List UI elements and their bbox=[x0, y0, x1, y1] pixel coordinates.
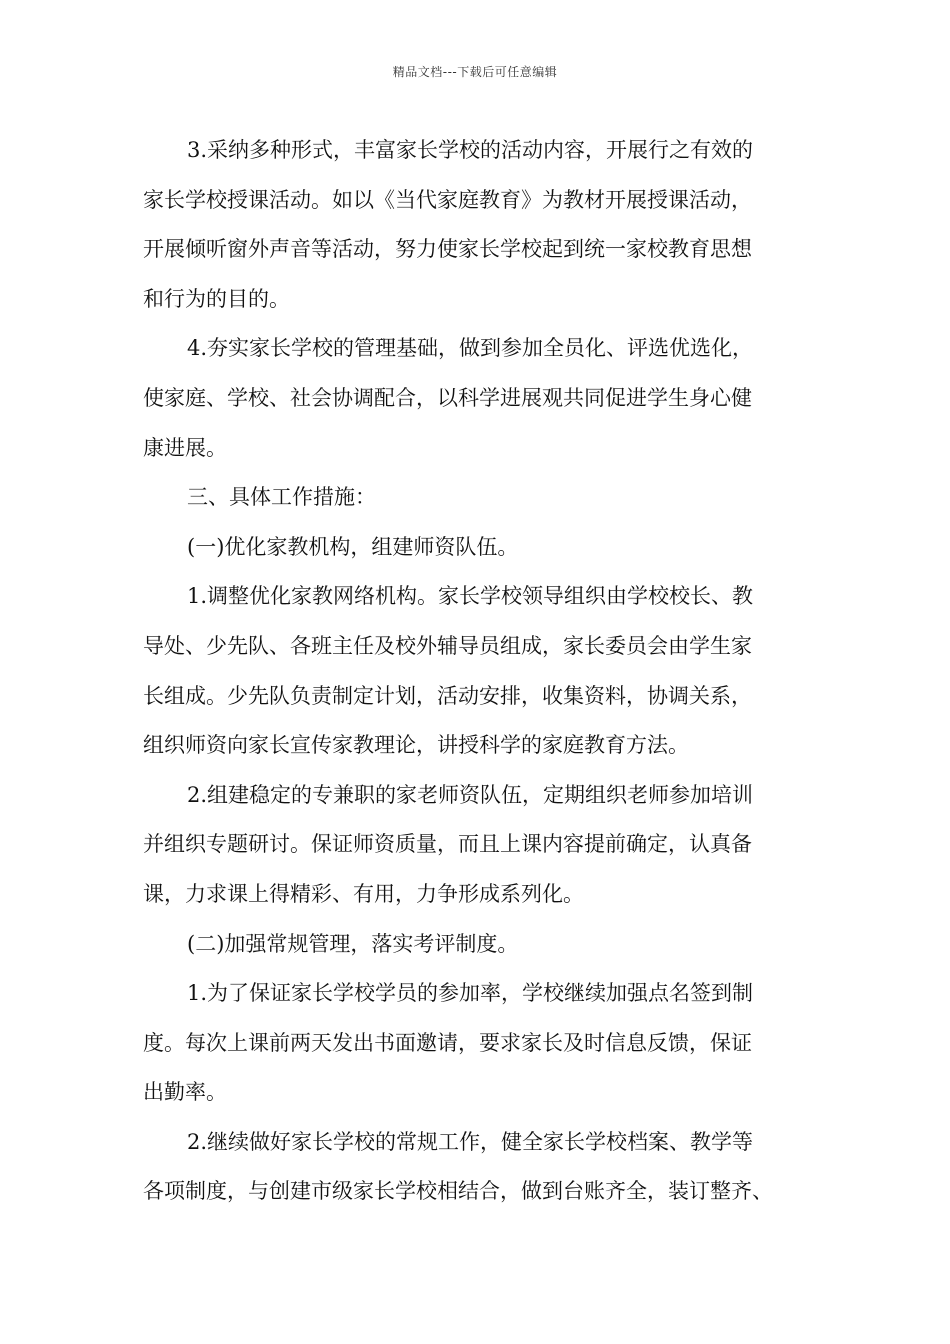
text-line: 3.采纳多种形式，丰富家长学校的活动内容，开展行之有效的 bbox=[187, 138, 754, 162]
text-line: 并组织专题研讨。保证师资质量，而且上课内容提前确定，认真备 bbox=[143, 832, 752, 857]
text-line: 使家庭、学校、社会协调配合，以科学进展观共同促进学生身心健 bbox=[143, 385, 752, 410]
text-line: 长组成。少先队负责制定计划，活动安排，收集资料，协调关系， bbox=[143, 683, 752, 708]
subsection-heading: (一)优化家教机构，组建师资队伍。 bbox=[187, 534, 519, 559]
text-line: 康进展。 bbox=[143, 435, 227, 460]
text-line: 和行为的目的。 bbox=[143, 286, 290, 311]
section-heading: 三、具体工作措施： bbox=[187, 485, 376, 510]
text-line: 家长学校授课活动。如以《当代家庭教育》为教材开展授课活动， bbox=[143, 187, 752, 212]
text-line: 开展倾听窗外声音等活动，努力使家长学校起到统一家校教育思想 bbox=[143, 237, 752, 262]
subsection-heading: (二)加强常规管理，落实考评制度。 bbox=[187, 931, 519, 956]
text-line: 导处、少先队、各班主任及校外辅导员组成，家长委员会由学生家 bbox=[143, 633, 752, 658]
text-line: 各项制度，与创建市级家长学校相结合，做到台账齐全，装订整齐、 bbox=[143, 1179, 773, 1204]
text-line: 1.调整优化家教网络机构。家长学校领导组织由学校校长、教 bbox=[187, 584, 754, 609]
text-line: 组织师资向家长宣传家教理论，讲授科学的家庭教育方法。 bbox=[143, 733, 689, 758]
text-line: 出勤率。 bbox=[143, 1080, 227, 1105]
text-line: 课，力求课上得精彩、有用，力争形成系列化。 bbox=[143, 881, 584, 906]
page-header: 精品文档---下载后可任意编辑 bbox=[392, 65, 558, 79]
text-line: 4.夯实家长学校的管理基础，做到参加全员化、评选优选化， bbox=[187, 336, 754, 361]
text-line: 1.为了保证家长学校学员的参加率，学校继续加强点名签到制 bbox=[187, 981, 754, 1006]
document-body bbox=[143, 126, 823, 1217]
text-line: 度。每次上课前两天发出书面邀请，要求家长及时信息反馈，保证 bbox=[143, 1030, 752, 1055]
text-line: 2.组建稳定的专兼职的家老师资队伍，定期组织老师参加培训 bbox=[187, 782, 754, 807]
text-line: 2.继续做好家长学校的常规工作，健全家长学校档案、教学等 bbox=[187, 1129, 754, 1154]
